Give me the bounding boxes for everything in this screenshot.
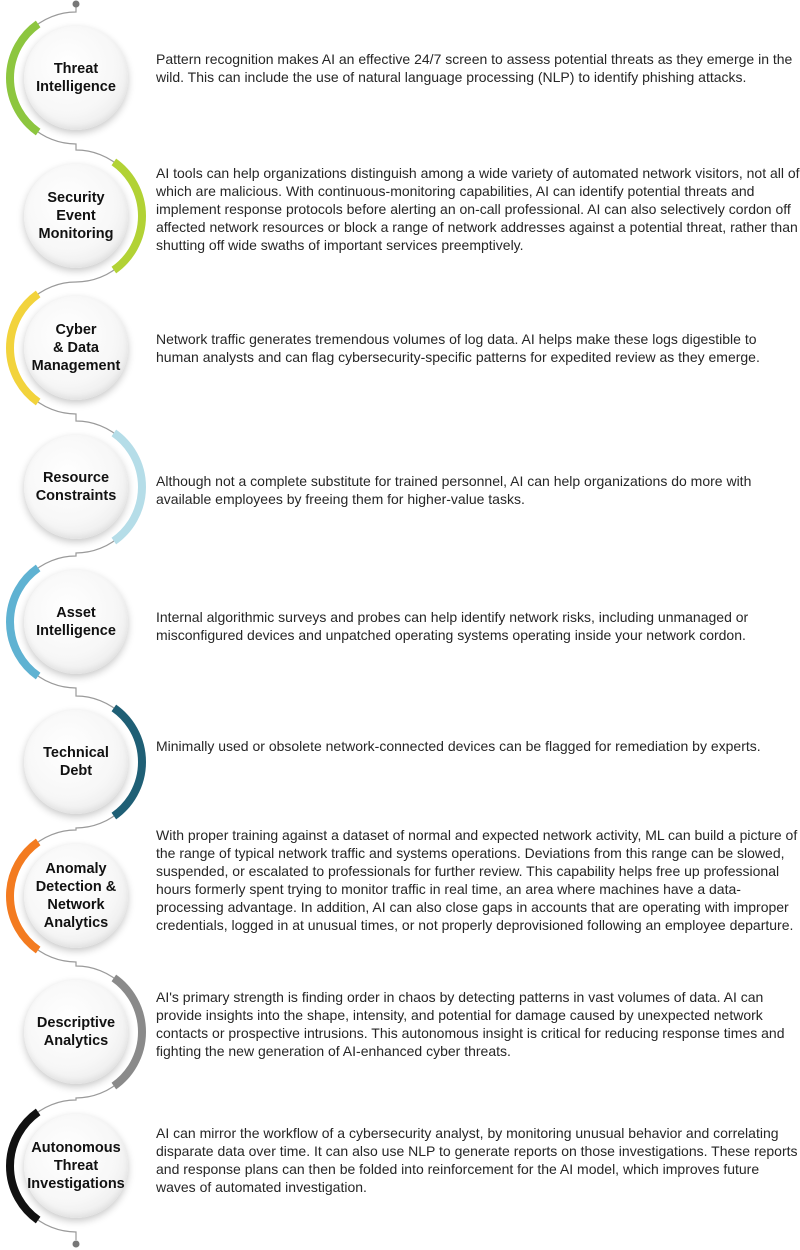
step-label-5: Asset Intelligence	[36, 605, 116, 639]
step-description-3: Network traffic generates tremendous volumes of log data. AI helps make these logs digestible to human analysts and can flag cybersecurity-specific patterns for expedited review as they emerge.	[156, 331, 760, 365]
step-description-4: Although not a complete substitute for trained personnel, AI can help organizations do more with available employees by freeing them for higher-value tasks.	[156, 473, 752, 507]
step-description-7: With proper training against a dataset of normal and expected network activity, ML can build a picture of the range of typical network traffic and systems operations. Deviations from this range can be slowed, suspended, or escalated to professionals for further review. This capability helps free up professional hours formerly spent trying to monitor traffic in real time, an area where machines have a data-processing advantage. In addition, AI can also close gaps in accounts that are operating with improper credentials, logged in at unusual times, or not properly deprovisioned following an employee departure.	[156, 827, 798, 933]
step-description-1: Pattern recognition makes AI an effective 24/7 screen to assess potential threats as they emerge in the wild. This can include the use of natural language processing (NLP) to identify phishing attacks.	[156, 51, 793, 85]
step-label-8: Descriptive Analytics	[36, 1015, 116, 1049]
step-description-5: Internal algorithmic surveys and probes can help identify network risks, including unmanaged or misconfigured devices and unpatched operating systems operating inside your network cordon.	[156, 609, 749, 643]
step-circle-2	[24, 164, 128, 268]
step-circle-5	[24, 570, 128, 674]
step-label-3: Cyber & Data Management	[31, 322, 121, 374]
step-description-9: AI can mirror the workflow of a cybersecurity analyst, by monitoring unusual behavior and correlating disparate data over time. It can also use NLP to generate reports on those investigations. These reports and response plans can then be folded into reinforcement for the AI model, which improves future waves of automated investigation.	[156, 1125, 798, 1195]
step-label-1: Threat Intelligence	[36, 61, 116, 95]
step-circle-7	[24, 844, 128, 948]
step-label-4: Resource Constraints	[35, 470, 117, 504]
step-circle-8	[24, 980, 128, 1084]
step-circle-3	[24, 296, 128, 400]
step-label-2: Security Event Monitoring	[38, 190, 114, 242]
step-label-9: Autonomous Threat Investigations	[27, 1140, 125, 1192]
step-circle-1	[24, 26, 128, 130]
step-description-6: Minimally used or obsolete network-connected devices can be flagged for remediation by experts.	[156, 738, 761, 754]
step-description-2: AI tools can help organizations distinguish among a wide variety of automated network visitors, not all of which are malicious. With continuous-monitoring capabilities, AI can identify potential threats and implement response protocols before alerting an on-call professional. AI can also selectively cordon off affected network resources or block a range of network addresses against a potential threat, rather than shutting off wide swaths of important services preemptively.	[156, 165, 800, 253]
step-description-8: AI's primary strength is finding order in chaos by detecting patterns in vast volumes of data. AI can provide insights into the shape, intensity, and potential for damage caused by unexpected network contacts or prospective intrusions. This autonomous insight is critical for reducing response times and fighting the new generation of AI-enhanced cyber threats.	[156, 989, 785, 1059]
step-circle-6	[24, 710, 128, 814]
step-label-6: Technical Debt	[43, 745, 109, 779]
step-circle-4	[24, 435, 128, 539]
end-dot	[73, 1241, 80, 1248]
step-label-7: Anomaly Detection & Network Analytics	[35, 861, 117, 931]
start-dot	[73, 1, 80, 8]
step-circle-9	[24, 1114, 128, 1218]
